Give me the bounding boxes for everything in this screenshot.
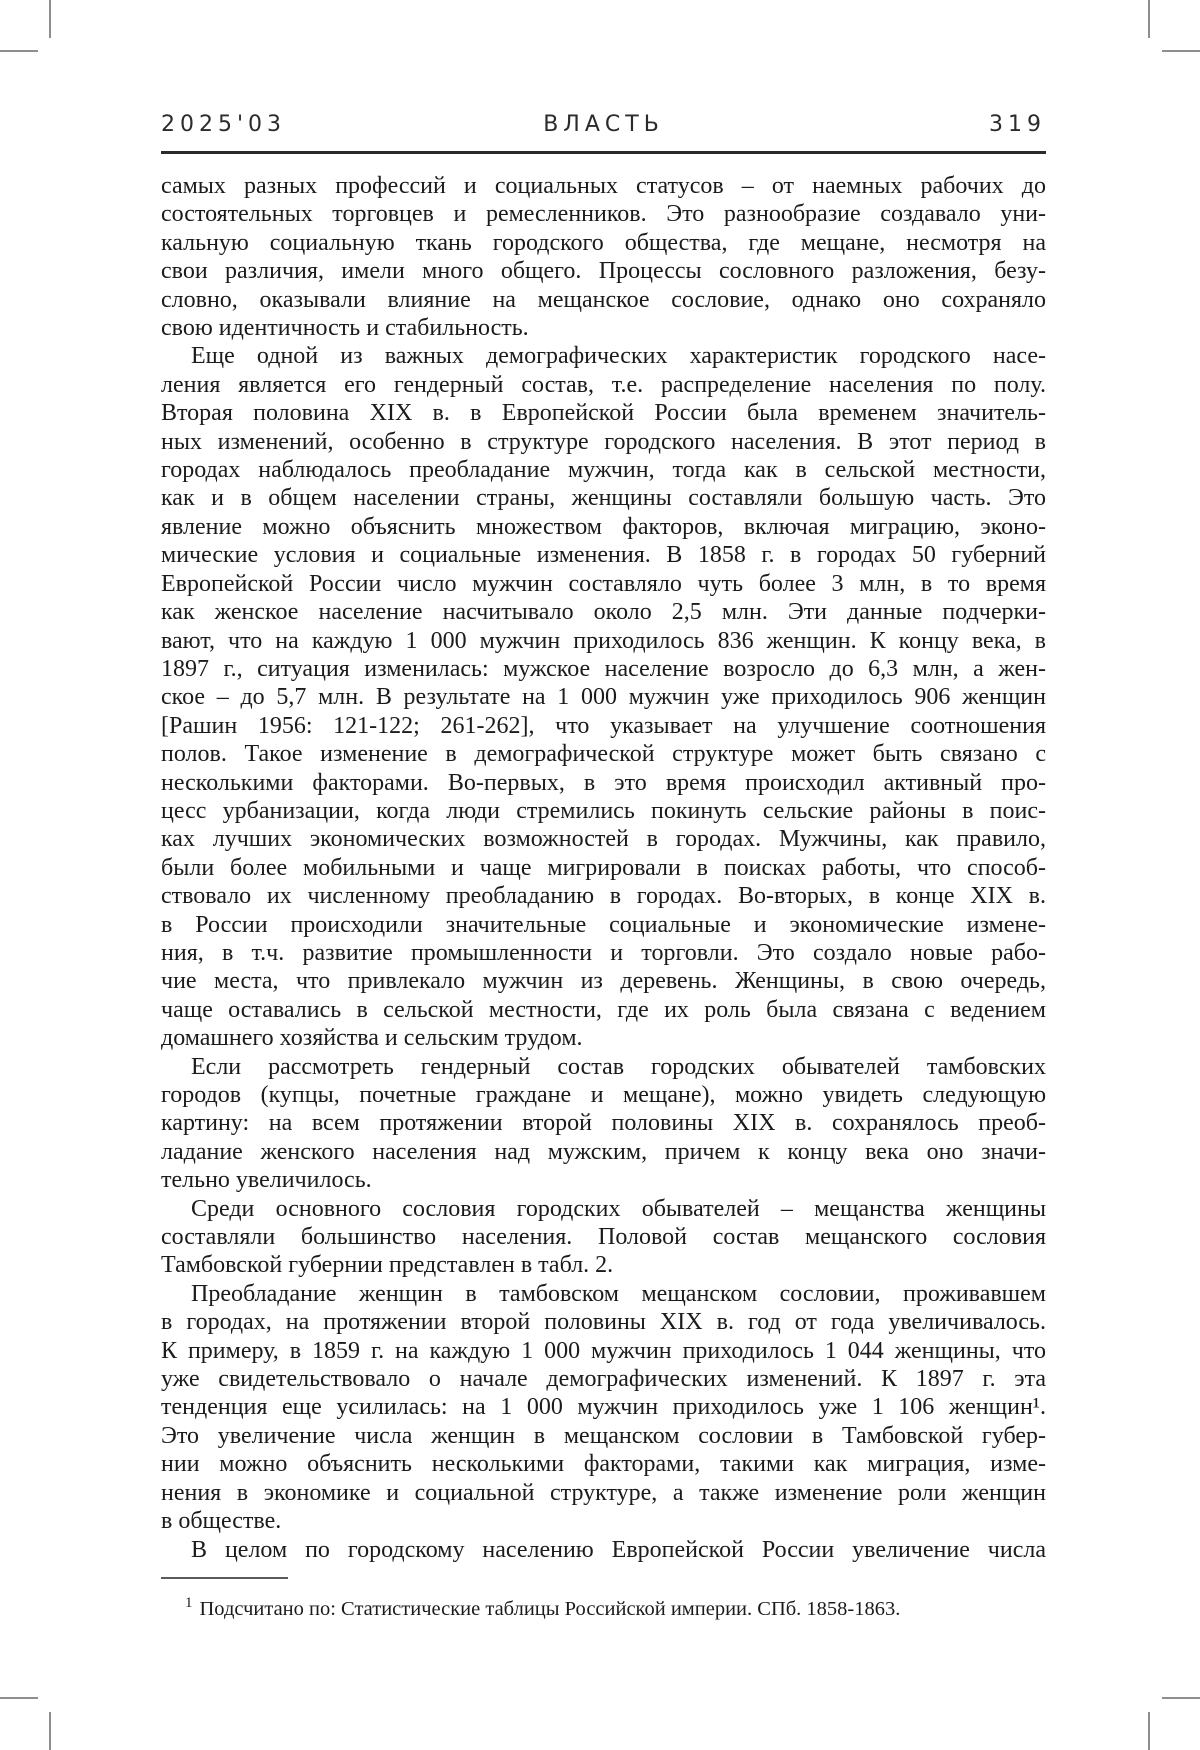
text-line: свои различия, имели много общего. Процессы сословного разложения, безу- <box>161 258 1046 285</box>
paragraph <box>161 172 1046 342</box>
text-line: цесс урбанизации, когда люди стремились покинуть сельские районы в поис- <box>161 797 1046 824</box>
text-line: чаще оставались в сельской местности, где их роль была связана с ведением <box>161 996 1046 1023</box>
text-line: Преобладание женщин в тамбовском мещанском сословии, проживавшем <box>191 1280 1046 1307</box>
crop-mark-icon <box>0 1697 38 1699</box>
text-line: городов (купцы, почетные граждане и мещане), можно увидеть следующую <box>161 1082 1046 1108</box>
text-line: словно, оказывали влияние на мещанское сословие, однако оно сохраняло <box>161 286 1046 313</box>
text-line: ных изменений, особенно в структуре городского населения. В этот период в <box>161 428 1046 455</box>
text-line: Вторая половина XIX в. в Европейской России была временем значитель- <box>161 400 1046 427</box>
footnote-text: Подсчитано по: Статистические таблицы Российской империи. СПб. 1858-1863. <box>199 1598 901 1620</box>
text-line: Среди основного сословия городских обывателей – мещанства женщины <box>191 1195 1046 1222</box>
paragraph <box>161 1195 1046 1280</box>
text-line: ладание женского населения над мужским, причем к концу века оно значи- <box>161 1138 1046 1165</box>
footnote-rule <box>161 1577 288 1579</box>
text-line: нения в экономике и социальной структуре, а также изменение роли женщин <box>161 1479 1046 1506</box>
text-line: составляли большинство населения. Половой состав мещанского сословия <box>161 1224 1046 1251</box>
footnote <box>161 1596 1046 1622</box>
text-line: ния, в т.ч. развитие промышленности и торговли. Это создало новые рабо- <box>161 939 1046 966</box>
text-line: [Рашин 1956: 121-122; 261-262], что указывает на улучшение соотношения <box>161 712 1046 739</box>
text-line: К примеру, в 1859 г. на каждую 1 000 мужчин приходилось 1 044 женщины, что <box>161 1337 1046 1364</box>
text-line: Если рассмотреть гендерный состав городских обывателей тамбовских <box>191 1053 1046 1080</box>
text-line: чие места, что привлекало мужчин из деревень. Женщины, в свою очередь, <box>161 968 1046 995</box>
crop-mark-icon <box>49 1712 51 1750</box>
text-line: ления является его гендерный состав, т.е. распределение населения по полу. <box>161 371 1046 398</box>
page-content <box>161 0 1046 1750</box>
text-line: Европейской России число мужчин составляло чуть более 3 млн, в то время <box>161 570 1046 597</box>
text-line: нии можно объяснить несколькими факторами, такими как миграция, изме- <box>161 1451 1046 1478</box>
paragraph <box>161 1536 1046 1564</box>
crop-mark-icon <box>1162 1697 1200 1699</box>
header-journal-title: ВЛАСТЬ <box>543 112 664 137</box>
text-line: Еще одной из важных демографических характеристик городского насе- <box>191 343 1046 370</box>
text-line: Тамбовской губернии представлен в табл. 2. <box>161 1252 614 1279</box>
text-line: ках лучших экономических возможностей в городах. Мужчины, как правило, <box>161 826 1046 853</box>
text-line: самых разных профессий и социальных статусов – от наемных рабочих до <box>161 173 1046 199</box>
text-line: полов. Такое изменение в демографической структуре может быть связано с <box>161 741 1046 768</box>
paragraph <box>161 342 1046 1052</box>
text-line: уже свидетельствовало о начале демографических изменений. К 1897 г. эта <box>161 1366 1046 1393</box>
paragraph <box>161 1053 1046 1195</box>
header-rule <box>161 151 1046 154</box>
header-issue: 2025'03 <box>161 112 287 137</box>
text-line: городах наблюдалось преобладание мужчин, тогда как в сельской местности, <box>161 457 1046 484</box>
text-line: В целом по городскому населению Европейской России увеличение числа <box>191 1536 1046 1563</box>
text-line: в России происходили значительные социальные и экономические измене- <box>161 911 1046 938</box>
text-line: 1897 г., ситуация изменилась: мужское население возросло до 6,3 млн, а жен- <box>161 655 1046 682</box>
text-line: в обществе. <box>161 1508 282 1535</box>
text-line: вают, что на каждую 1 000 мужчин приходилось 836 женщин. К концу века, в <box>161 627 1046 654</box>
text-line: тенденция еще усилилась: на 1 000 мужчин приходилось уже 1 106 женщин¹. <box>161 1394 1046 1421</box>
crop-mark-icon <box>1162 50 1200 52</box>
text-line: как женское население насчитывало около 2,5 млн. Эти данные подчерки- <box>161 599 1046 626</box>
article-body <box>161 172 1046 1564</box>
text-line: кальную социальную ткань городского общества, где мещане, несмотря на <box>161 229 1046 256</box>
text-line: тельно увеличилось. <box>161 1167 372 1194</box>
header-page-number: 319 <box>989 112 1046 137</box>
text-line: в городах, на протяжении второй половины XIX в. год от года увеличивалось. <box>161 1309 1046 1336</box>
text-line: Это увеличение числа женщин в мещанском сословии в Тамбовской губер- <box>161 1422 1046 1449</box>
text-line: домашнего хозяйства и сельским трудом. <box>161 1025 583 1052</box>
text-line: свою идентичность и стабильность. <box>161 315 529 342</box>
text-line: явление можно объяснить множеством факторов, включая миграцию, эконо- <box>161 513 1046 540</box>
crop-mark-icon <box>1148 1712 1150 1750</box>
text-line: состоятельных торговцев и ремесленников. Это разнообразие создавало уни- <box>161 201 1046 228</box>
text-line: ское – до 5,7 млн. В результате на 1 000 мужчин уже приходилось 906 женщин <box>161 684 1046 711</box>
text-line: ствовало их численному преобладанию в городах. Во-вторых, в конце XIX в. <box>161 883 1046 910</box>
text-line: были более мобильными и чаще мигрировали в поисках работы, что способ- <box>161 854 1046 881</box>
text-line: картину: на всем протяжении второй половины XIX в. сохранялось преоб- <box>161 1110 1046 1137</box>
crop-mark-icon <box>0 50 38 52</box>
text-line: мические условия и социальные изменения. В 1858 г. в городах 50 губерний <box>161 542 1046 569</box>
crop-mark-icon <box>49 0 51 38</box>
page-header <box>161 112 1046 137</box>
crop-mark-icon <box>1148 0 1150 38</box>
text-line: как и в общем населении страны, женщины составляли большую часть. Это <box>161 485 1046 512</box>
paragraph <box>161 1280 1046 1536</box>
footnote-marker: 1 <box>185 1595 193 1612</box>
text-line: несколькими факторами. Во-первых, в это время происходил активный про- <box>161 769 1046 796</box>
